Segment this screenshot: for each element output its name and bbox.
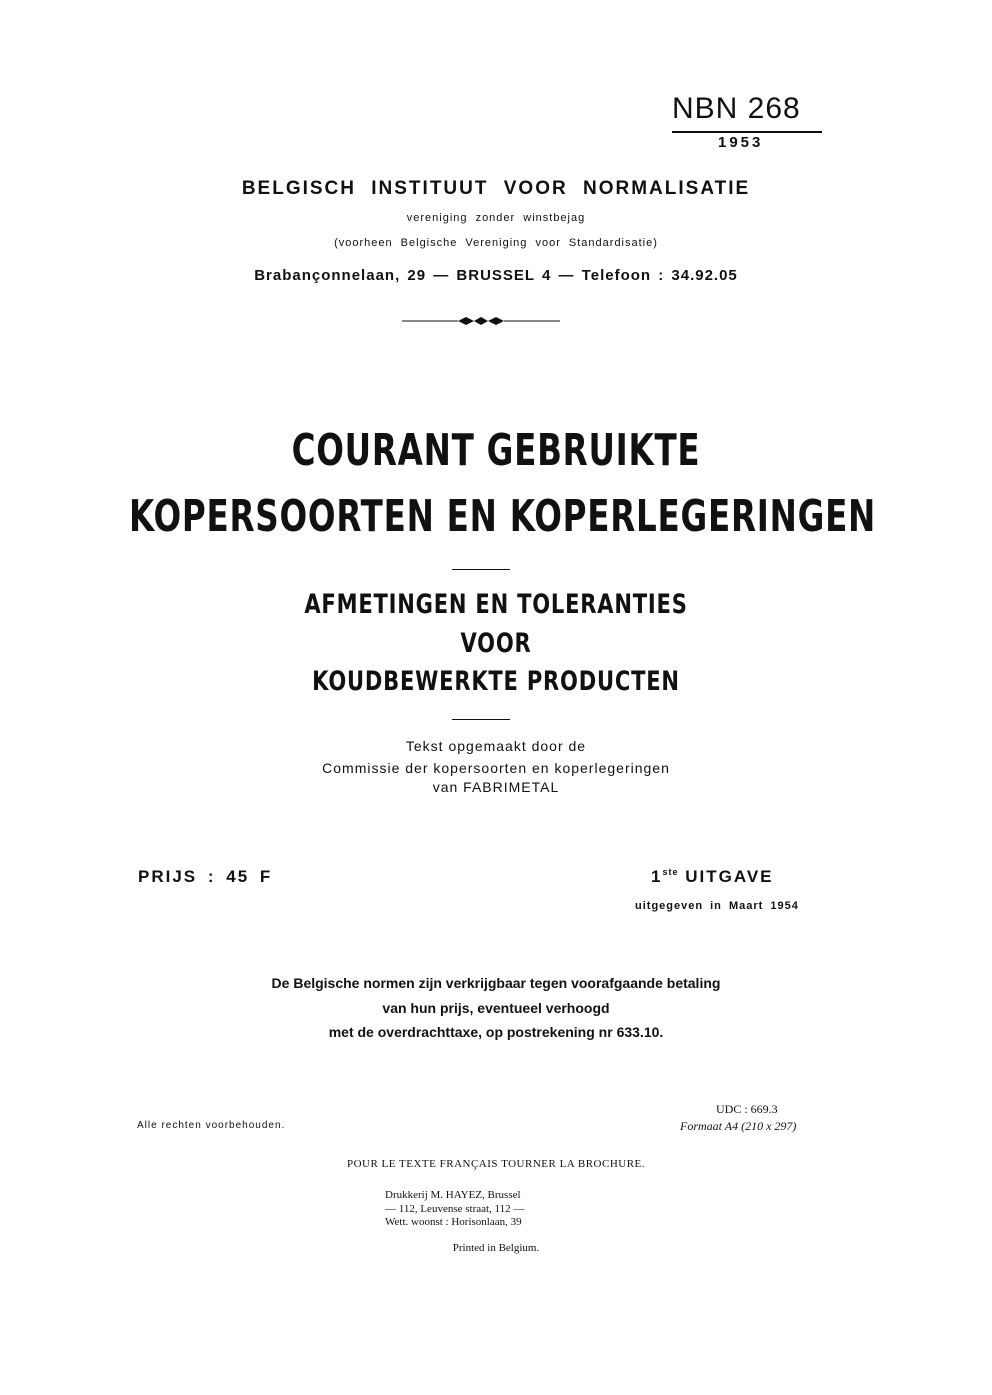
- document-subtitle-line-1: AFMETINGEN EN TOLERANTIES: [304, 589, 688, 620]
- udc-code: UDC : 669.3: [716, 1102, 778, 1116]
- printer-line-2: — 112, Leuvense straat, 112 —: [385, 1203, 525, 1215]
- institute-subtitle-1: vereniging zonder winstbejag: [406, 212, 586, 224]
- authorship-line-2: Commissie der kopersoorten en koperlegeringen: [322, 760, 670, 776]
- printer-line-1: Drukkerij M. HAYEZ, Brussel: [385, 1189, 521, 1201]
- rights-reserved: Alle rechten voorbehouden.: [137, 1120, 286, 1131]
- edition-suffix: ste: [662, 867, 679, 877]
- institute-address: Brabançonnelaan, 29 — BRUSSEL 4 — Telefoon : 34.92.05: [254, 267, 738, 284]
- standard-code: NBN 268: [672, 92, 801, 125]
- price-label: PRIJS : 45 F: [138, 867, 273, 886]
- title-divider: [452, 569, 510, 570]
- printed-in-label: Printed in Belgium.: [452, 1242, 540, 1254]
- standard-code-rule: [672, 131, 822, 133]
- printer-line-3: Wett. woonst : Horisonlaan, 39: [385, 1216, 522, 1228]
- notice-line-1: De Belgische normen zijn verkrijgbaar tegen voorafgaande betaling: [271, 975, 721, 991]
- notice-line-2: van hun prijs, eventueel verhoogd: [382, 1000, 610, 1016]
- ornament-divider-icon: [400, 314, 562, 328]
- edition-label: [651, 867, 774, 887]
- edition-word: UITGAVE: [685, 867, 774, 886]
- authorship-line-1: Tekst opgemaakt door de: [405, 738, 587, 754]
- subtitle-divider: [452, 719, 510, 720]
- document-title-line-2: KOPERSOORTEN EN KOPERLEGERINGEN: [128, 491, 877, 542]
- institute-subtitle-2: (voorheen Belgische Vereniging voor Standardisatie): [334, 237, 658, 249]
- paper-format: Formaat A4 (210 x 297): [680, 1119, 797, 1133]
- document-subtitle-line-3: KOUDBEWERKTE PRODUCTEN: [312, 666, 680, 697]
- institute-name: BELGISCH INSTITUUT VOOR NORMALISATIE: [241, 178, 751, 199]
- authorship-line-3: van FABRIMETAL: [432, 779, 560, 795]
- edition-number: 1: [651, 867, 663, 886]
- document-title-line-1: COURANT GEBRUIKTE: [291, 425, 701, 476]
- notice-line-3: met de overdrachttaxe, op postrekening nr 633.10.: [328, 1024, 664, 1040]
- document-subtitle-line-2: VOOR: [460, 628, 532, 659]
- french-text-note: POUR LE TEXTE FRANÇAIS TOURNER LA BROCHURE.: [346, 1158, 646, 1170]
- standard-year: 1953: [718, 134, 764, 151]
- publication-date: uitgegeven in Maart 1954: [635, 900, 799, 912]
